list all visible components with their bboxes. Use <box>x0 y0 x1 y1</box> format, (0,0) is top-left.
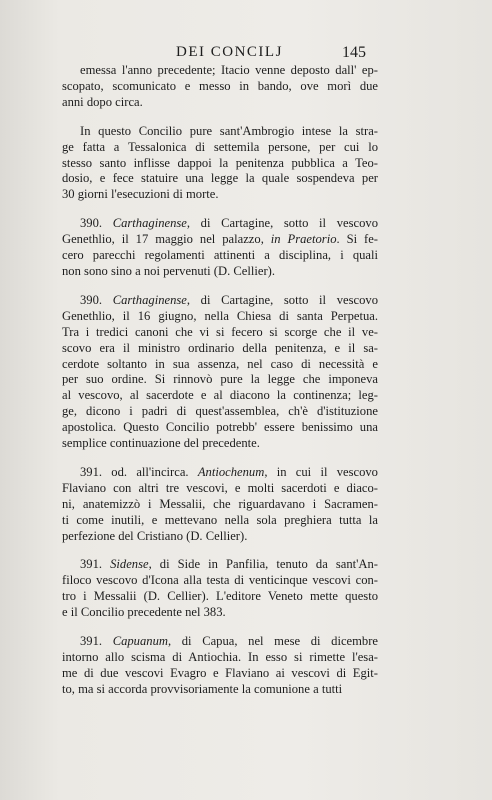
text-line: filoco vescovo d'Icona alla testa di venticinque vescovi con- <box>62 573 378 588</box>
text-line: dosio, e fece statuire una legge la quale sospendeva per <box>62 171 378 186</box>
text-line: cero parecchi regolamenti attinenti a disciplina, i quali <box>62 248 378 263</box>
paragraph-gap <box>62 111 378 124</box>
text-line: apostolica. Questo Concilio potrebb' essere benissimo una <box>62 420 378 435</box>
text-line: In questo Concilio pure sant'Ambrogio intese la stra- <box>80 123 378 138</box>
text-line: 391. od. all'incirca. Antiochenum, in cui il vescovo <box>80 464 378 479</box>
text-line: stesso santo inflisse dappoi la penitenza pubblica a Teo- <box>62 155 378 170</box>
text-line: cerdote soltanto in sua assenza, nel caso di necessità e <box>62 356 378 371</box>
paragraph <box>62 216 378 280</box>
text-line: tro i Messalii (D. Cellier). L'editore Veneto mette questo <box>62 589 378 604</box>
council-name: Antiochenum <box>197 464 265 479</box>
body-text <box>62 63 378 698</box>
text-line: Flaviano con altri tre vescovi, e molti sacerdoti e diaco- <box>62 480 378 495</box>
paragraph-gap <box>62 621 378 634</box>
page-header <box>0 44 492 64</box>
text-line: intorno allo scisma di Antiochia. In esso si rimette l'esa- <box>62 650 378 664</box>
text-line: perfezione del Cristiano (D. Cellier). <box>62 528 248 543</box>
text-line: 391. Capuanum, di Capua, nel mese di dicembre <box>80 634 378 649</box>
paragraph <box>62 557 378 621</box>
text-line: Genethlio, il 16 giugno, nella Chiesa di santa Perpetua. <box>62 308 378 323</box>
text-line: Genethlio, il 17 maggio nel palazzo, in Praetorio. Si fe- <box>62 232 378 247</box>
paragraph-gap <box>62 544 378 557</box>
text-line: 30 giorni l'esecuzioni di morte. <box>62 187 219 202</box>
text-line: anni dopo circa. <box>62 94 143 109</box>
paragraph-gap <box>62 280 378 293</box>
council-name: Carthaginense <box>112 292 187 307</box>
text-line: scovo era il ministro ordinario della penitenza, e il sa- <box>62 340 378 355</box>
paragraph <box>62 293 378 452</box>
text-line: 391. Sidense, di Side in Panfilia, tenuto da sant'An- <box>80 557 378 572</box>
paragraph <box>62 465 378 545</box>
text-line: ti come inutili, e mettevano nella sola preghiera tutta la <box>62 512 378 527</box>
council-name: in Praetorio <box>270 232 337 247</box>
paragraph <box>62 634 378 698</box>
running-title: DEI CONCILJ <box>176 44 283 60</box>
text-line: 390. Carthaginense, di Cartagine, sotto il vescovo <box>80 292 378 307</box>
text-line: Tra i tredici canoni che vi si fecero si scorge che il ve- <box>62 324 378 339</box>
paragraph <box>62 63 378 111</box>
text-line: semplice continuazione del precedente. <box>62 436 260 451</box>
text-line: ge fatta a Tessalonica di settemila persone, per cui lo <box>62 139 378 154</box>
council-name: Capuanum <box>112 634 168 649</box>
text-line: al vescovo, al sacerdote e al diacono la continenza; leg- <box>62 388 378 403</box>
text-line: ge, dicono i padri di quest'assemblea, ch'è d'istituzione <box>62 404 378 419</box>
text-line: e il Concilio precedente nel 383. <box>62 605 226 620</box>
text-line: ni, anatemizzò i Messalii, che riguardavano i Sacramen- <box>62 496 378 511</box>
paragraph <box>62 124 378 204</box>
text-line: me di due vescovi Evagro e Flaviano ai vescovi di Egit- <box>62 665 378 680</box>
text-line: scopato, scomunicato e messo in bando, ove morì due <box>62 78 378 93</box>
page-number: 145 <box>342 44 366 61</box>
council-name: Sidense <box>110 557 149 572</box>
text-line: per suo ordine. Si rinnovò pure la legge che imponeva <box>62 372 378 387</box>
text-line: non sono sino a noi pervenuti (D. Cellier). <box>62 263 276 278</box>
text-line: 390. Carthaginense, di Cartagine, sotto il vescovo <box>80 216 378 231</box>
paragraph-gap <box>62 203 378 216</box>
text-line: emessa l'anno precedente; Itacio venne deposto dall' ep- <box>80 63 378 77</box>
council-name: Carthaginense <box>112 216 187 231</box>
paragraph-gap <box>62 452 378 465</box>
text-line: to, ma si accorda provvisoriamente la comunione a tutti <box>62 681 343 696</box>
